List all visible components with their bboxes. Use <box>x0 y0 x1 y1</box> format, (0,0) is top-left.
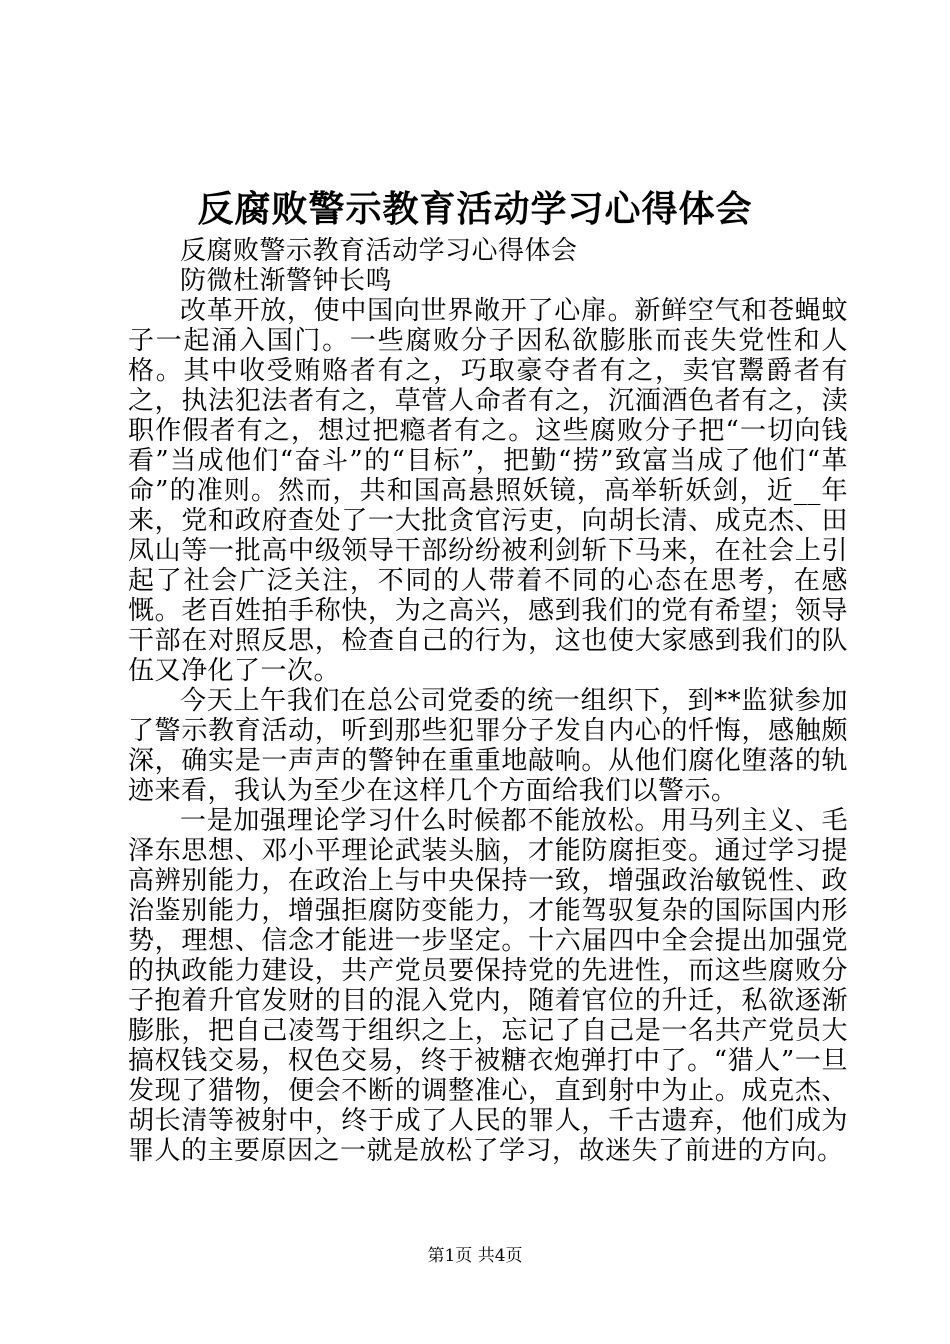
document-title: 反腐败警示教育活动学习心得体会 <box>197 188 753 230</box>
subheading-paragraph: 防微杜渐警钟长鸣 <box>180 266 393 296</box>
body-paragraph: 一是加强理论学习什么时候都不能放松。用马列主义、毛泽东思想、邓小平理论武装头脑，才能防腐拒变。通过学习提高辨别能力，在政治上与中央保持一致，增强政治敏锐性、政治鉴别能力，增强拒腐防变能力，才能驾驭复杂的国际国内形势，理想、信念才能进一步坚定。十六届四中全会提出加强党的执政能力建设，共产党员要保持党的先进性，而这些腐败分子抱着升官发财的目的混入党内，随着官位的升迁，私欲逐渐膨胀，把自己凌驾于组织之上，忘记了自己是一名共产党员大搞权钱交易，权色交易，终于被糖衣炮弹打中了。“猎人”一旦发现了猎物，便会不断的调整准心，直到射中为止。成克杰、胡长清等被射中，终于成了人民的罪人，千古遗弃，他们成为罪人的主要原因之一就是放松了学习，故迷失了前进的方向。 <box>128 806 848 1166</box>
body-paragraph: 今天上午我们在总公司党委的统一组织下，到**监狱参加了警示教育活动，听到那些犯罪分子发自内心的忏悔，感触颇深，确实是一声声的警钟在重重地敲响。从他们腐化堕落的轨迹来看，我认为至少在这样几个方面给我们以警示。 <box>128 686 848 806</box>
page-number-footer: 第1页 共4页 <box>427 1246 523 1266</box>
subtitle-paragraph: 反腐败警示教育活动学习心得体会 <box>180 236 578 266</box>
body-paragraph: 改革开放，使中国向世界敞开了心扉。新鲜空气和苍蝇蚊子一起涌入国门。一些腐败分子因私欲膨胀而丧失党性和人格。其中收受贿赂者有之，巧取豪夺者有之，卖官鬻爵者有之，执法犯法者有之，草菅人命者有之，沉湎酒色者有之，渎职作假者有之，想过把瘾者有之。这些腐败分子把“一切向钱看”当成他们“奋斗”的“目标”，把勤“捞”致富当成了他们“革命”的准则。然而，共和国高悬照妖镜，高举斩妖剑，近__年来，党和政府查处了一大批贪官污吏，向胡长清、成克杰、田凤山等一批高中级领导干部纷纷被利剑斩下马来，在社会上引起了社会广泛关注，不同的人带着不同的心态在思考，在感慨。老百姓拍手称快，为之高兴，感到我们的党有希望；领导干部在对照反思，检查自己的行为，这也使大家感到我们的队伍又净化了一次。 <box>128 296 848 686</box>
document-body <box>128 236 848 1166</box>
